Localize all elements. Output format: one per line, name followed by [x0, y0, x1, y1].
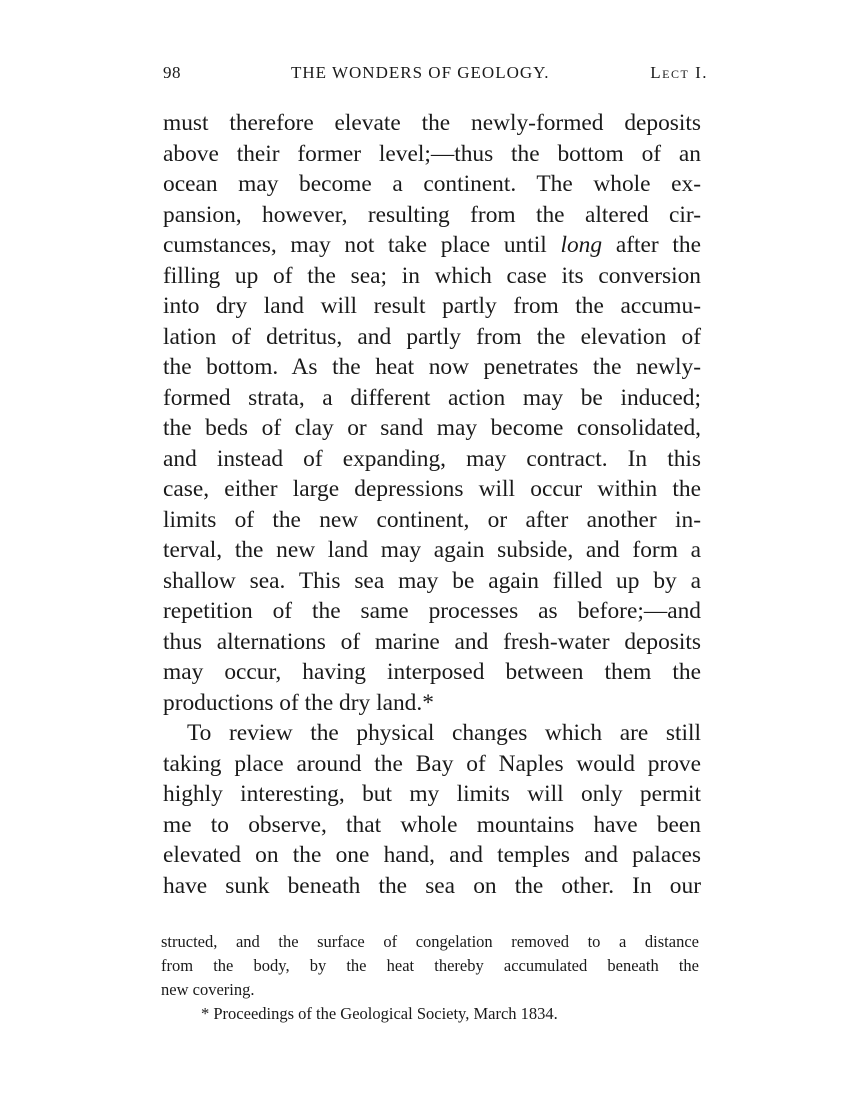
- text-line: shallow sea. This sea may be again filled up by a: [163, 567, 701, 594]
- footnote-line: new covering.: [161, 980, 255, 999]
- text-line: highly interesting, but my limits will only permit: [163, 781, 701, 807]
- text-line: have sunk beneath the sea on the other. In our: [163, 872, 701, 899]
- text-line: taking place around the Bay of Naples would prove: [163, 750, 701, 777]
- lecture-label: Lect I.: [650, 63, 708, 82]
- text-line: limits of the new continent, or after another in-: [163, 506, 701, 533]
- text-line: ocean may become a continent. The whole ex-: [163, 171, 701, 197]
- footnotes: [161, 930, 699, 1026]
- text-line: productions of the dry land.*: [163, 689, 434, 716]
- page-number: 98: [163, 63, 181, 82]
- text-line: into dry land will result partly from the accumu-: [163, 293, 701, 319]
- footnote-line: structed, and the surface of congelation removed to a distance: [161, 932, 699, 951]
- running-title: THE WONDERS OF GEOLOGY.: [291, 63, 550, 82]
- text-line: lation of detritus, and partly from the elevation of: [163, 323, 701, 350]
- text-line: the beds of clay or sand may become consolidated,: [163, 415, 701, 441]
- text-line: pansion, however, resulting from the altered cir-: [163, 201, 701, 228]
- text-line: filling up of the sea; in which case its conversion: [163, 262, 701, 289]
- text-line: may occur, having interposed between them the: [163, 659, 701, 685]
- text-line: To review the physical changes which are still: [187, 720, 701, 746]
- text-line: terval, the new land may again subside, and form a: [163, 537, 701, 563]
- main-text: [163, 108, 701, 901]
- emphasis-long: long: [560, 232, 603, 258]
- text-line: elevated on the one hand, and temples and palaces: [163, 842, 701, 868]
- text-line: formed strata, a different action may be induced;: [163, 384, 701, 411]
- text-line: case, either large depressions will occur within the: [163, 476, 701, 502]
- text-line: above their former level;—thus the bottom of an: [163, 140, 701, 167]
- text-line: and instead of expanding, may contract. In this: [163, 445, 701, 472]
- text-line: me to observe, that whole mountains have been: [163, 811, 701, 838]
- text-line: thus alternations of marine and fresh-water deposits: [163, 628, 701, 655]
- text-line: must therefore elevate the newly-formed deposits: [163, 110, 701, 136]
- running-header: [163, 63, 708, 89]
- footnote-line: from the body, by the heat thereby accumulated beneath the: [161, 956, 699, 975]
- text-line: the bottom. As the heat now penetrates the newly-: [163, 354, 701, 380]
- text-line: cumstances, may not take place until long after the: [163, 232, 701, 258]
- footnote-reference: * Proceedings of the Geological Society, March 1834.: [201, 1004, 558, 1023]
- text-line: repetition of the same processes as before;—and: [163, 598, 701, 624]
